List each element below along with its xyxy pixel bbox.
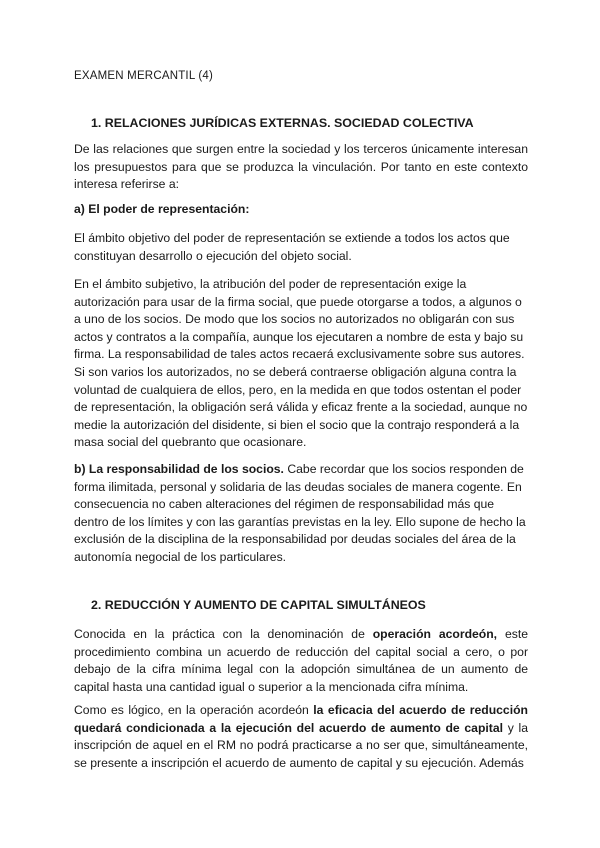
text-run: este procedimiento combina un acuerdo de reducción del capital social a cero, o por debajo de la cifra mínima legal con la adopción simultánea de un aumento de capital hasta una cantidad igual o superior a la mencionada cifra mínima. <box>74 627 528 694</box>
text-run: y la inscripción de aquel en el RM no podrá practicarse a no ser que, simultáneamente, se presente a inscripción el acuerdo de aumento de capital y su ejecución. Además <box>74 720 528 770</box>
section-2-heading: 2. REDUCCIÓN Y AUMENTO DE CAPITAL SIMULTÁNEOS <box>91 598 426 612</box>
paragraph-responsabilidad-socios <box>74 461 528 567</box>
section-1-intro: De las relaciones que surgen entre la sociedad y los terceros únicamente interesan los presupuestos para que se produzca la vinculación. Por tanto en este contexto interesa referirse a: <box>74 142 528 192</box>
paragraph-ambito-objetivo: El ámbito objetivo del poder de representación se extiende a todos los actos que constituyan desarrollo o ejecución del objeto social. <box>74 231 510 263</box>
document-title: EXAMEN MERCANTIL (4) <box>74 70 214 82</box>
bold-term: operación acordeón, <box>372 627 498 641</box>
paragraph-operacion-acordeon <box>74 626 528 696</box>
subsection-b-text: Cabe recordar que los socios responden de forma ilimitada, personal y solidaria de las deudas sociales de manera cogente. En consecuencia no caben alteraciones del régimen de responsabilidad más que dentro de los límites y con las garantías previstas en la ley. Ello supone de hecho la exclusión de la disciplina de la responsabilidad por deudas sociales del área de la autonomía negocial de los particulares. <box>74 462 526 564</box>
paragraph-ambito-subjetivo: En el ámbito subjetivo, la atribución del poder de representación exige la autorización para usar de la firma social, que puede otorgarse a todos, a algunos o a uno de los socios. De modo que los socios no autorizados no obligarán con sus actos y contratos a la compañía, aunque los ejecutaren a nombre de esta y bajo su firma. La responsabilidad de tales actos recaerá exclusivamente sobre sus autores. Si son varios los autorizados, no se deberá contraerse obligación alguna contra la voluntad de cualquiera de ellos, pero, en la medida en que todos ostentan el poder de representación, la obligación será válida y eficaz frente a la sociedad, aunque no medie la autorización del disidente, si bien el socio que la contrajo responderá a la masa social del quebranto que ocasionare. <box>74 277 528 450</box>
subsection-a-heading: a) El poder de representación: <box>74 202 250 216</box>
paragraph-eficacia-reduccion <box>74 702 528 772</box>
bold-phrase: la eficacia del acuerdo de reducción quedará condicionada a la ejecución del acuerdo de aumento de capital <box>74 703 528 735</box>
section-1-heading: 1. RELACIONES JURÍDICAS EXTERNAS. SOCIEDAD COLECTIVA <box>91 116 474 130</box>
subsection-b-heading: b) La responsabilidad de los socios. <box>74 462 284 476</box>
text-run: Como es lógico, en la operación acordeón <box>74 703 314 717</box>
text-run: Conocida en la práctica con la denominación de <box>74 627 373 641</box>
